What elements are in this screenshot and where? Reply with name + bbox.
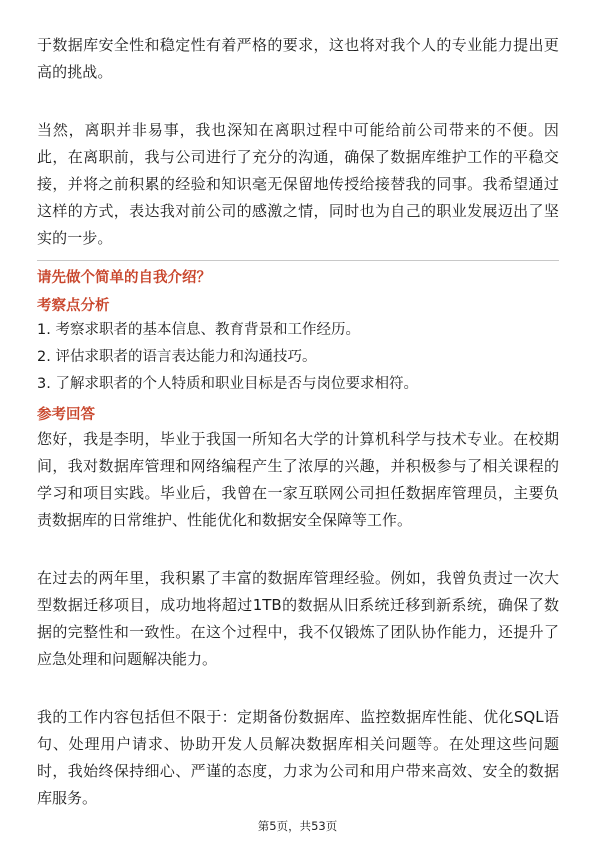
paragraph-gap xyxy=(37,673,559,704)
reference-paragraph-1: 您好，我是李明，毕业于我国一所知名大学的计算机科学与技术专业。在校期间，我对数据库管理和网络编程产生了浓厚的兴趣，并积极参与了相关课程的学习和项目实践。毕业后，我曾在一家互联网公司担任数据库管理员，主要负责数据库的日常维护、性能优化和数据安全保障等工作。 xyxy=(37,430,559,529)
reference-paragraph-2: 在过去的两年里，我积累了丰富的数据库管理经验。例如，我曾负责过一次大型数据迁移项目，成功地将超过1TB的数据从旧系统迁移到新系统，确保了数据的完整性和一致性。在这个过程中，我不仅锻炼了团队协作能力，还提升了应急处理和问题解决能力。 xyxy=(37,569,559,668)
analysis-heading: 考察点分析 xyxy=(37,298,110,314)
analysis-item-2: 2. 评估求职者的语言表达能力和沟通技巧。 xyxy=(37,349,317,365)
reference-heading: 参考回答 xyxy=(37,407,95,423)
page-number-footer: 第5页，共53页 xyxy=(257,819,338,833)
question-heading: 请先做个简单的自我介绍？ xyxy=(37,270,211,286)
analysis-item-3: 3. 了解求职者的个人特质和职业目标是否与岗位要求相符。 xyxy=(37,376,418,392)
section-divider xyxy=(37,260,559,261)
analysis-item-1: 1. 考察求职者的基本信息、教育背景和工作经历。 xyxy=(37,322,360,338)
page-content xyxy=(37,28,559,812)
intro-paragraph-2: 当然，离职并非易事，我也深知在离职过程中可能给前公司带来的不便。因此，在离职前，我与公司进行了充分的沟通，确保了数据库维护工作的平稳交接，并将之前积累的经验和知识毫无保留地传授给接替我的同事。我希望通过这样的方式，表达我对前公司的感激之情，同时也为自己的职业发展迈出了坚实的一步。 xyxy=(37,121,559,247)
paragraph-gap xyxy=(37,534,559,565)
reference-paragraph-3: 我的工作内容包括但不限于：定期备份数据库、监控数据库性能、优化SQL语句、处理用户请求、协助开发人员解决数据库相关问题等。在处理这些问题时，我始终保持细心、严谨的态度，力求为公司和用户带来高效、安全的数据库服务。 xyxy=(37,708,559,807)
intro-paragraph-1: 于数据库安全性和稳定性有着严格的要求，这也将对我个人的专业能力提出更高的挑战。 xyxy=(37,36,559,81)
